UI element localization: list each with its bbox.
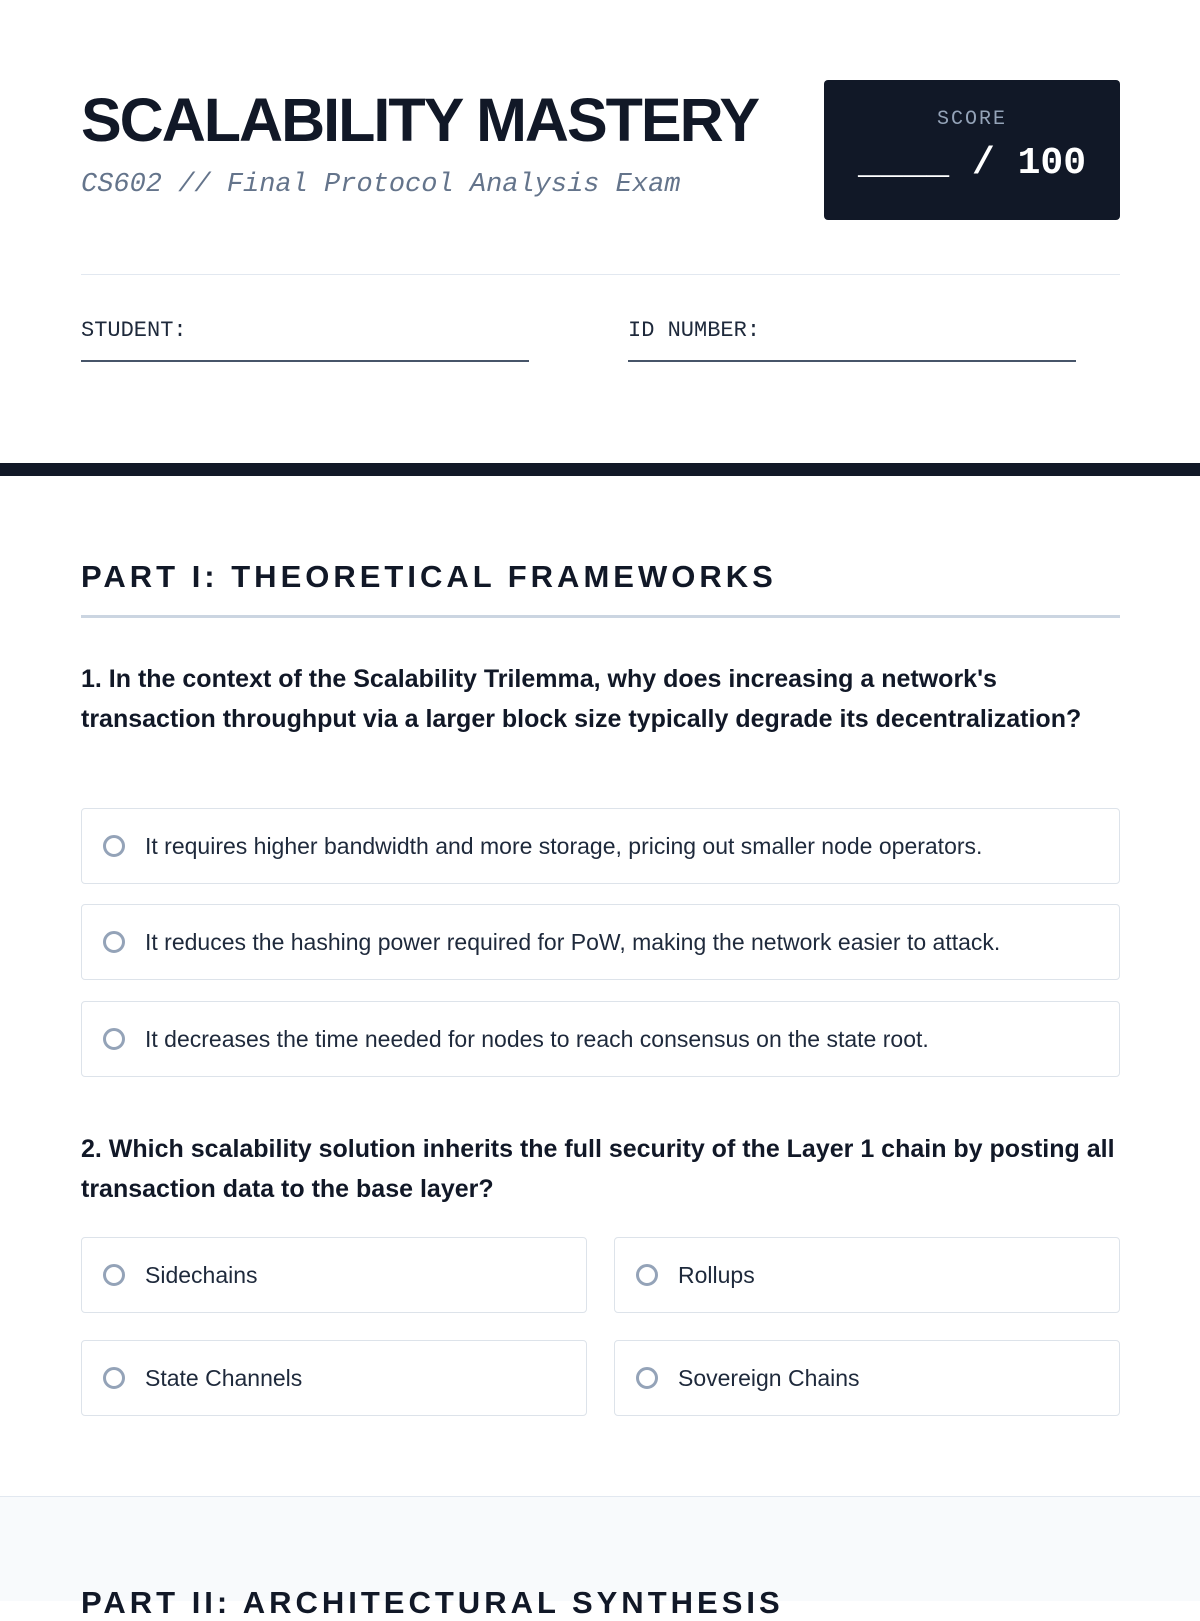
- radio-icon[interactable]: [636, 1264, 658, 1286]
- option-label: State Channels: [145, 1364, 303, 1391]
- q1-option-c[interactable]: [81, 1001, 1120, 1077]
- score-label: SCORE: [936, 108, 1007, 131]
- option-label: Rollups: [678, 1261, 755, 1288]
- section-separator: [0, 463, 1200, 476]
- exam-subtitle: CS602 // Final Protocol Analysis Exam: [81, 170, 681, 200]
- option-label: It requires higher bandwidth and more storage, pricing out smaller node operators.: [145, 832, 983, 859]
- q2-option-sidechains[interactable]: [81, 1237, 587, 1313]
- header-divider: [81, 274, 1120, 275]
- part-2-heading: PART II: ARCHITECTURAL SYNTHESIS: [81, 1585, 784, 1620]
- q2-option-rollups[interactable]: [614, 1237, 1120, 1313]
- id-number-blank-line[interactable]: [628, 360, 1076, 362]
- option-label: Sovereign Chains: [678, 1364, 860, 1391]
- q2-option-sovereign-chains[interactable]: [614, 1340, 1120, 1416]
- part-2-section: [0, 1496, 1200, 1620]
- radio-icon[interactable]: [103, 1264, 125, 1286]
- option-label: It reduces the hashing power required for PoW, making the network easier to attack.: [145, 928, 1001, 955]
- q1-option-a[interactable]: [81, 808, 1120, 884]
- score-value: ____ / 100: [857, 142, 1087, 185]
- id-number-label: ID NUMBER:: [628, 318, 761, 343]
- q1-option-b[interactable]: [81, 904, 1120, 980]
- part-1-heading: PART I: THEORETICAL FRAMEWORKS: [81, 559, 777, 594]
- question-1-text: 1. In the context of the Scalability Trilemma, why does increasing a network's transaction throughput via a larger block size typically degrade its decentralization?: [81, 665, 1082, 733]
- radio-icon[interactable]: [103, 1028, 125, 1050]
- q2-option-state-channels[interactable]: [81, 1340, 587, 1416]
- question-2-text: 2. Which scalability solution inherits the full security of the Layer 1 chain by posting all transaction data to the base layer?: [81, 1135, 1115, 1203]
- option-label: Sidechains: [145, 1261, 258, 1288]
- student-blank-line[interactable]: [81, 360, 529, 362]
- radio-icon[interactable]: [636, 1367, 658, 1389]
- radio-icon[interactable]: [103, 835, 125, 857]
- score-box: [824, 80, 1120, 220]
- exam-title: SCALABILITY MASTERY: [81, 86, 759, 154]
- id-number-field[interactable]: [628, 318, 1076, 362]
- student-label: STUDENT:: [81, 318, 187, 343]
- part-1-underline: [81, 615, 1120, 618]
- radio-icon[interactable]: [103, 1367, 125, 1389]
- radio-icon[interactable]: [103, 931, 125, 953]
- student-field[interactable]: [81, 318, 529, 362]
- option-label: It decreases the time needed for nodes to reach consensus on the state root.: [145, 1025, 929, 1052]
